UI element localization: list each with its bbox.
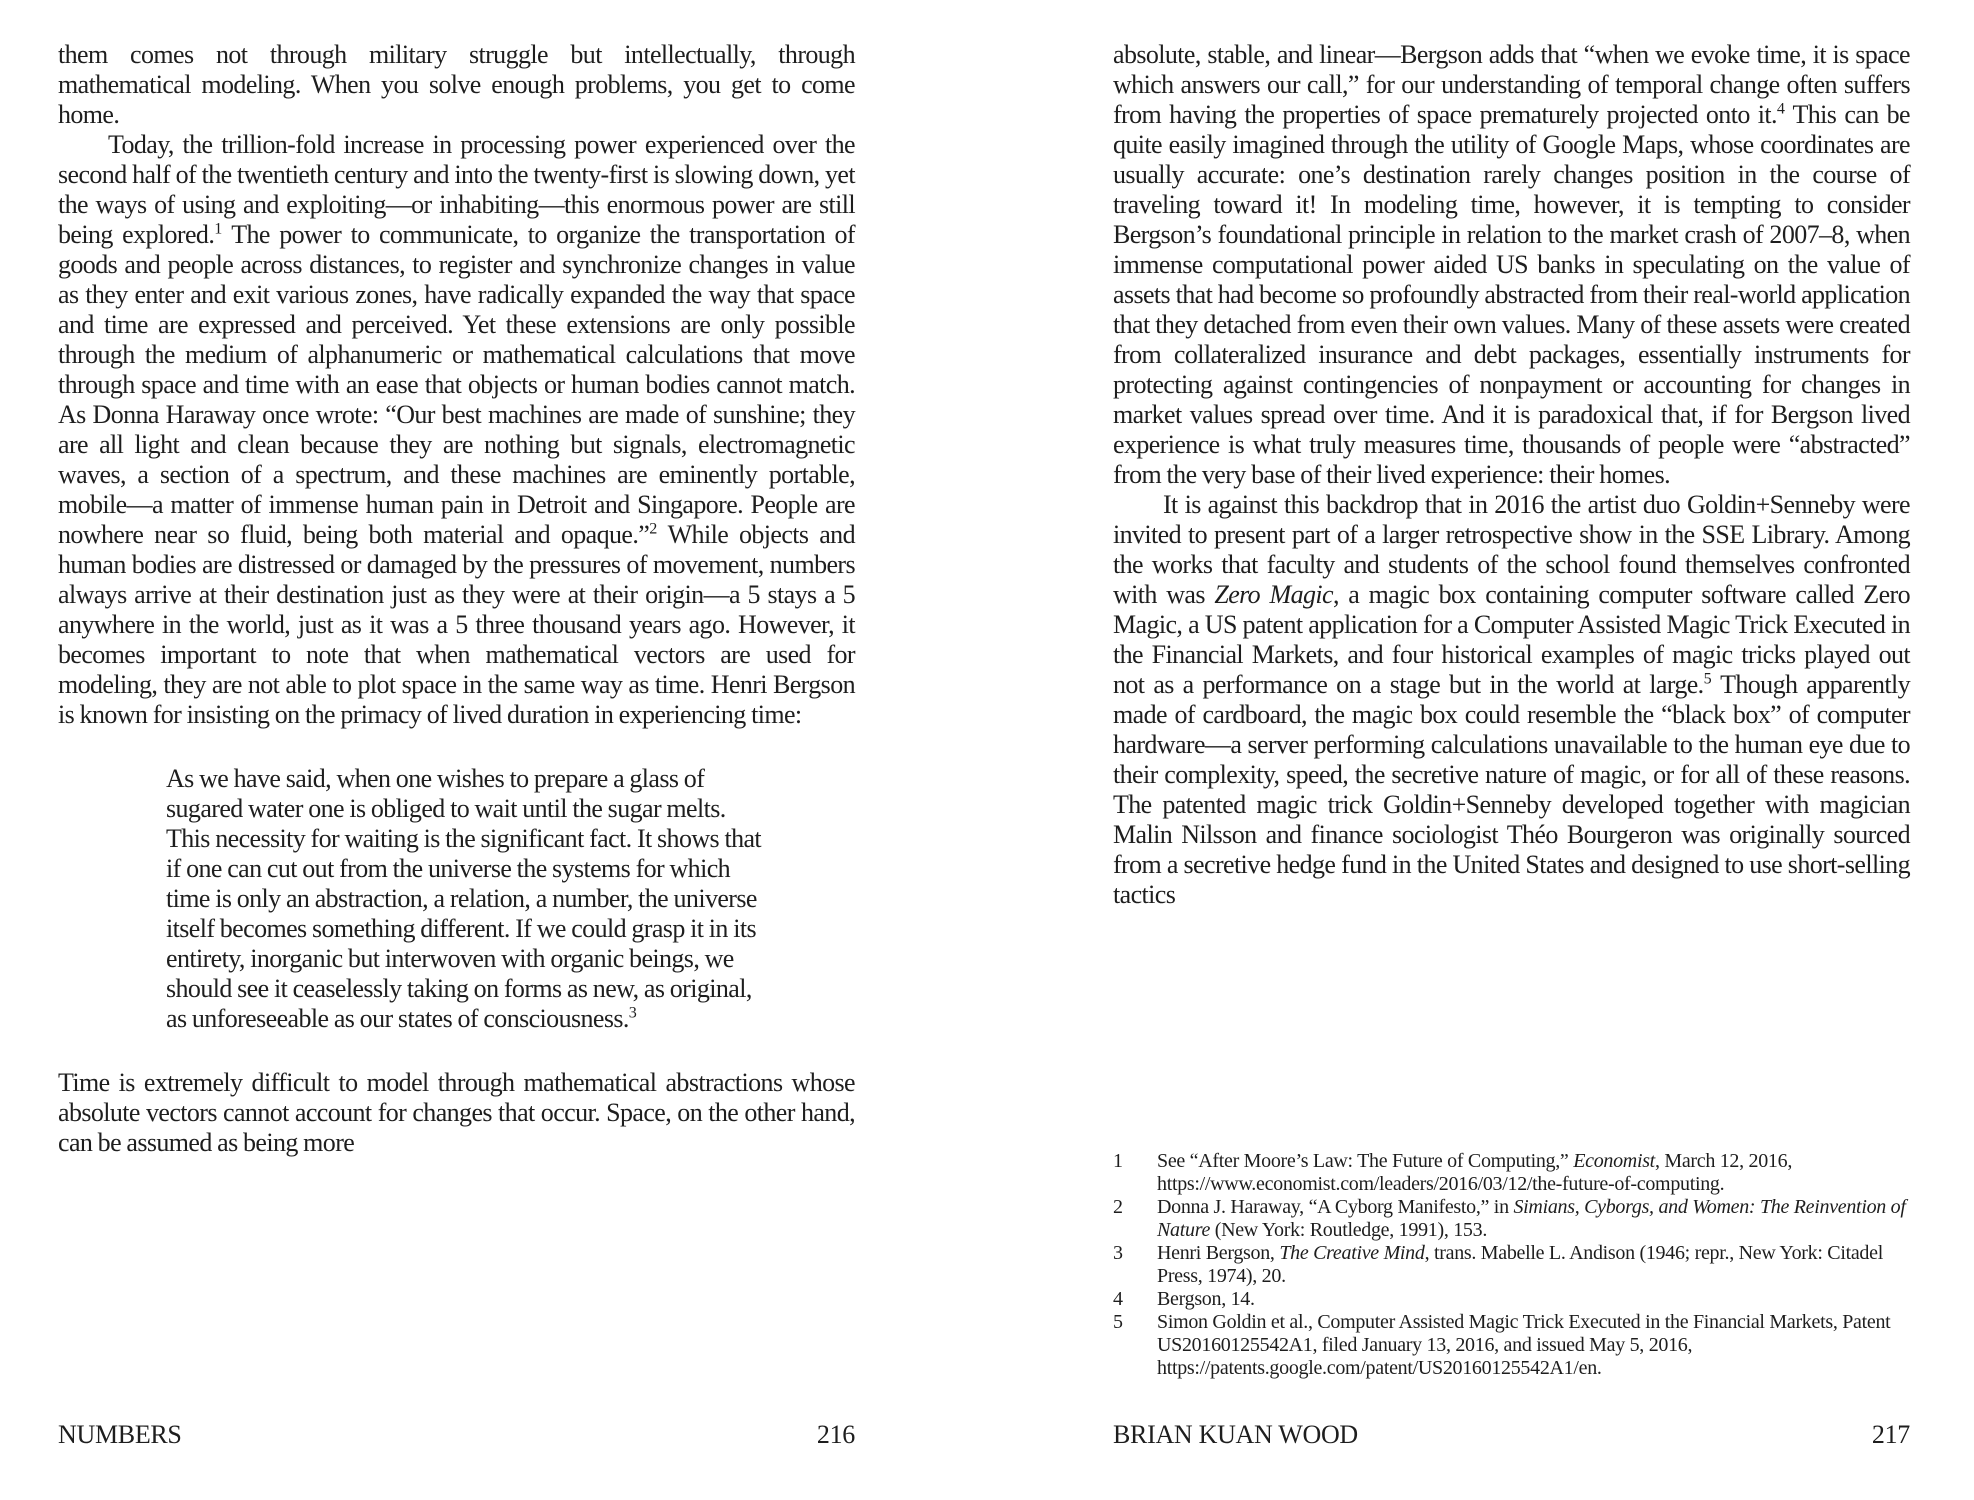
text-segment: As we have said, when one wishes to prepare a glass of sugared water one is obliged to wait until the sugar melts. This necessity for waiting is the significant fact. It shows that if one can cut out from the universe the systems for which time is only an abstraction, a relation, a number, the universe itself becomes something different. If we could grasp it in its entirety, inorganic but interwoven with organic beings, we should see it ceaselessly taking on forms as new, as original, as unforeseeable as our states of consciousness. [166, 764, 762, 1033]
text-segment: them comes not through military struggle but intellectually, through mathematical modeling. When you solve enough problems, you get to come home. [58, 40, 855, 129]
right-body-text [1113, 0, 1910, 910]
footnote-marker: 5 [1703, 670, 1712, 688]
footnote-2 [1113, 1196, 1910, 1242]
footnote-number: 3 [1113, 1242, 1123, 1264]
footnote-4 [1113, 1288, 1910, 1311]
text-segment: The Creative Mind [1279, 1242, 1425, 1264]
footnote-text [1157, 1288, 1910, 1311]
text-segment: Donna J. Haraway, “A Cyborg Manifesto,” in [1157, 1196, 1514, 1218]
left-paragraph-continuation [58, 40, 855, 130]
left-paragraph-closing [58, 1068, 855, 1158]
page-left [58, 0, 855, 1500]
left-page-footer [58, 1420, 855, 1450]
right-paragraph-backdrop [1113, 490, 1910, 910]
text-segment: Zero Magic [1214, 580, 1333, 609]
text-segment: Today, the trillion-fold increase in processing power experienced over the second half of the twentieth century and into the twenty-first is slowing down, yet the ways of using and exploiting—or inhabiting—this enormous power are still being explored. [58, 130, 855, 249]
footnote-marker: 4 [1776, 100, 1785, 118]
footnote-number: 5 [1113, 1311, 1123, 1333]
footnote-3 [1113, 1242, 1910, 1288]
footnote-marker: 2 [649, 520, 658, 538]
footnote-text [1157, 1150, 1910, 1196]
footnote-text [1157, 1311, 1910, 1380]
page-right [1113, 0, 1910, 1500]
footnote-5 [1113, 1311, 1910, 1380]
page-number-right: 217 [1871, 1420, 1910, 1449]
text-segment: Time is extremely difficult to model through mathematical abstractions whose absolute vectors cannot account for changes that occur. Space, on the other hand, can be assumed as being more [58, 1068, 855, 1157]
right-page-footer [1113, 1420, 1910, 1450]
left-body-text [58, 0, 855, 1158]
running-head-left: NUMBERS [58, 1420, 182, 1449]
page-number-left: 216 [816, 1420, 855, 1449]
text-segment: Henri Bergson, [1157, 1242, 1280, 1264]
footnote-marker: 3 [628, 1004, 637, 1022]
text-segment: Simon Goldin et al., Computer Assisted Magic Trick Executed in the Financial Markets, Patent US20160125542A1, filed January 13, 2016, and issued May 5, 2016, https://patents.google.com/patent/US20160125542A1/en. [1157, 1311, 1891, 1379]
text-segment: The power to communicate, to organize the transportation of goods and people across distances, to register and synchronize changes in value as they enter and exit various zones, have radically expanded the way that space and time are expressed and perceived. Yet these extensions are only possible through the medium of alphanumeric or mathematical calculations that move through space and time with an ease that objects or human bodies cannot match. As Donna Haraway once wrote: “Our best machines are made of sunshine; they are all light and clean because they are nothing but signals, electromagnetic waves, a section of a spectrum, and these machines are eminently portable, mobile—a matter of immense human pain in Detroit and Singapore. People are nowhere near so fluid, being both material and opaque.” [58, 220, 855, 549]
text-segment: See “After Moore’s Law: The Future of Computing,” [1157, 1150, 1574, 1172]
footnote-1 [1113, 1150, 1910, 1196]
running-head-right: BRIAN KUAN WOOD [1113, 1420, 1358, 1449]
left-paragraph-today [58, 130, 855, 730]
text-segment: Bergson, 14. [1157, 1288, 1255, 1310]
footnote-number: 1 [1113, 1150, 1123, 1172]
text-segment: Though apparently made of cardboard, the magic box could resemble the “black box” of computer hardware—a server performing calculations unavailable to the human eye due to their complexity, speed, the secretive nature of magic, or for all of these reasons. The patented magic trick Goldin+Senneby developed together with magician Malin Nilsson and finance sociologist Théo Bourgeron was originally sourced from a secretive hedge fund in the United States and designed to use short-selling tactics [1113, 670, 1910, 909]
footnote-text [1157, 1196, 1910, 1242]
right-paragraph-continuation [1113, 40, 1910, 490]
footnote-text [1157, 1242, 1910, 1288]
text-segment: , trans. Mabelle L. Andison (1946; repr., New York: Citadel Press, 1974), 20. [1157, 1242, 1883, 1287]
text-segment: , a magic box containing computer software called Zero Magic, a US patent application for a Computer Assisted Magic Trick Executed in the Financial Markets, and four historical examples of magic tricks played out not as a performance on a stage but in the world at large. [1113, 580, 1910, 699]
text-segment: It is against this backdrop that in 2016 the artist duo Goldin+Senneby were invited to present part of a larger retrospective show in the SSE Library. Among the works that faculty and students of the school found themselves confronted with was [1113, 490, 1910, 609]
text-segment: , March 12, 2016, https://www.economist.com/leaders/2016/03/12/the-future-of-computing. [1157, 1150, 1793, 1195]
text-segment: Simians, Cyborgs, and Women: The Reinvention of Nature [1157, 1196, 1906, 1241]
text-segment: absolute, stable, and linear—Bergson adds that “when we evoke time, it is space which answers our call,” for our understanding of temporal change often suffers from having the properties of space prematurely projected onto it. [1113, 40, 1910, 129]
footnote-number: 4 [1113, 1288, 1123, 1310]
bergson-block-quote [166, 764, 766, 1034]
text-segment: While objects and human bodies are distressed or damaged by the pressures of movement, numbers always arrive at their destination just as they were at their origin—a 5 stays a 5 anywhere in the world, just as it was a 5 three thousand years ago. However, it becomes important to note that when mathematical vectors are used for modeling, they are not able to plot space in the same way as time. Henri Bergson is known for insisting on the primacy of lived duration in experiencing time: [58, 520, 855, 729]
text-segment: This can be quite easily imagined through the utility of Google Maps, whose coordinates are usually accurate: one’s destination rarely changes position in the course of traveling toward it! In modeling time, however, it is tempting to consider Bergson’s foundational principle in relation to the market crash of 2007–8, when immense computational power aided US banks in speculating on the value of assets that had become so profoundly abstracted from their real-world application that they detached from even their own values. Many of these assets were created from collateralized insurance and debt packages, essentially instruments for protecting against contingencies of nonpayment or accounting for changes in market values spread over time. And it is paradoxical that, if for Bergson lived experience is what truly measures time, thousands of people were “abstracted” from the very base of their lived experience: their homes. [1113, 100, 1910, 489]
footnote-number: 2 [1113, 1196, 1123, 1218]
footnote-marker: 1 [214, 220, 223, 238]
text-segment: (New York: Routledge, 1991), 153. [1210, 1219, 1488, 1241]
text-segment: Economist [1573, 1150, 1655, 1172]
footnotes-list [1113, 1150, 1910, 1380]
